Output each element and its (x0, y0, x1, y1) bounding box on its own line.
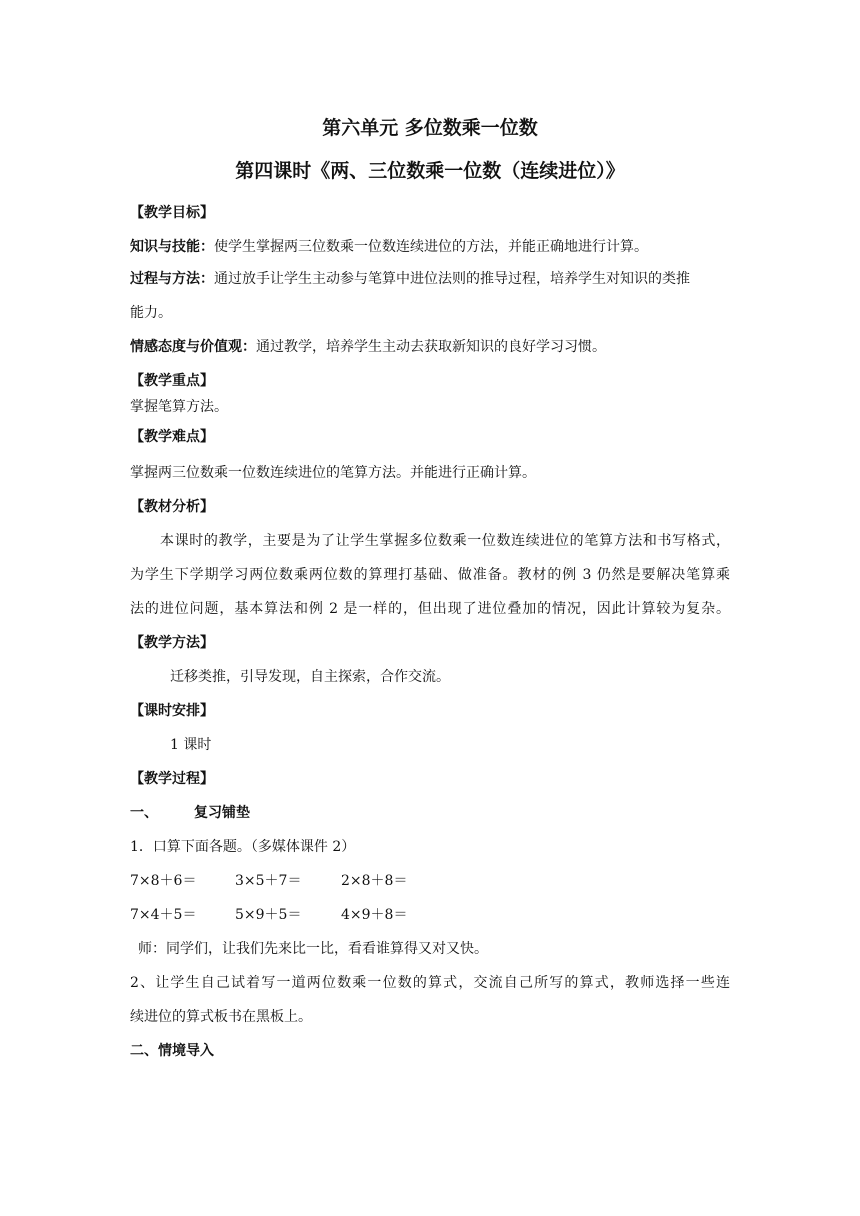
objectives-heading: 【教学目标】 (130, 205, 214, 221)
schedule-text: 1 课时 (170, 737, 212, 753)
math-expr: 3×5＋7＝ (235, 873, 302, 889)
math-expr: 5×9＋5＝ (235, 907, 302, 923)
emotion-label: 情感态度与价值观： (130, 339, 256, 355)
math-expr: 7×8＋6＝ (130, 873, 197, 889)
process-text-2: 能力。 (130, 305, 172, 321)
knowledge-text: 使学生掌握两三位数乘一位数连续进位的方法，并能正确地进行计算。 (214, 239, 648, 255)
key-point-text: 掌握笔算方法。 (130, 399, 228, 415)
lesson-title: 第四课时《两、三位数乘一位数（连续进位）》 (235, 160, 625, 182)
difficulty-text: 掌握两三位数乘一位数连续进位的笔算方法。并能进行正确计算。 (130, 465, 536, 481)
teacher-line: 师：同学们，让我们先来比一比，看看谁算得又对又快。 (138, 941, 488, 957)
method-heading: 【教学方法】 (130, 635, 214, 651)
knowledge-label: 知识与技能： (130, 239, 214, 255)
method-text: 迁移类推，引导发现，自主探索，合作交流。 (170, 669, 450, 685)
math-expr: 4×9＋8＝ (341, 907, 408, 923)
analysis-line-3: 法的进位问题，基本算法和例 2 是一样的，但出现了进位叠加的情况，因此计算较为复杂。 (130, 601, 730, 617)
analysis-line-2: 为学生下学期学习两位数乘两位数的算理打基础、做准备。教材的例 3 仍然是要解决笔算乘 (130, 567, 730, 583)
key-point-heading: 【教学重点】 (130, 373, 214, 389)
process-label: 过程与方法： (130, 271, 214, 287)
analysis-heading: 【教材分析】 (130, 499, 214, 515)
section-2-heading: 二、情境导入 (130, 1043, 214, 1059)
knowledge-line (130, 238, 648, 256)
emotion-line (130, 338, 606, 356)
schedule-heading: 【课时安排】 (130, 703, 214, 719)
analysis-line-1: 本课时的教学，主要是为了让学生掌握多位数乘一位数连续进位的笔算方法和书写格式， (160, 533, 730, 549)
section-1-title: 复习铺垫 (194, 805, 250, 821)
process-text-1: 通过放手让学生主动参与笔算中进位法则的推导过程，培养学生对知识的类推 (214, 271, 690, 287)
unit-title: 第六单元 多位数乘一位数 (322, 117, 538, 139)
emotion-text: 通过教学，培养学生主动去获取新知识的良好学习习惯。 (256, 339, 606, 355)
process-line (130, 270, 690, 288)
item-2-line-2: 续进位的算式板书在黑板上。 (130, 1009, 312, 1025)
process-heading: 【教学过程】 (130, 771, 214, 787)
math-expr: 7×4＋5＝ (130, 907, 197, 923)
section-1-heading (130, 804, 250, 822)
math-row-1 (130, 872, 407, 890)
item-1: 1．口算下面各题。（多媒体课件 2） (130, 839, 356, 855)
item-2-line-1: 2、让学生自己试着写一道两位数乘一位数的算式，交流自己所写的算式，教师选择一些连 (130, 975, 730, 991)
difficulty-heading: 【教学难点】 (130, 429, 214, 445)
math-expr: 2×8＋8＝ (341, 873, 408, 889)
math-row-2 (130, 906, 407, 924)
section-1-number: 一、 (130, 805, 158, 821)
